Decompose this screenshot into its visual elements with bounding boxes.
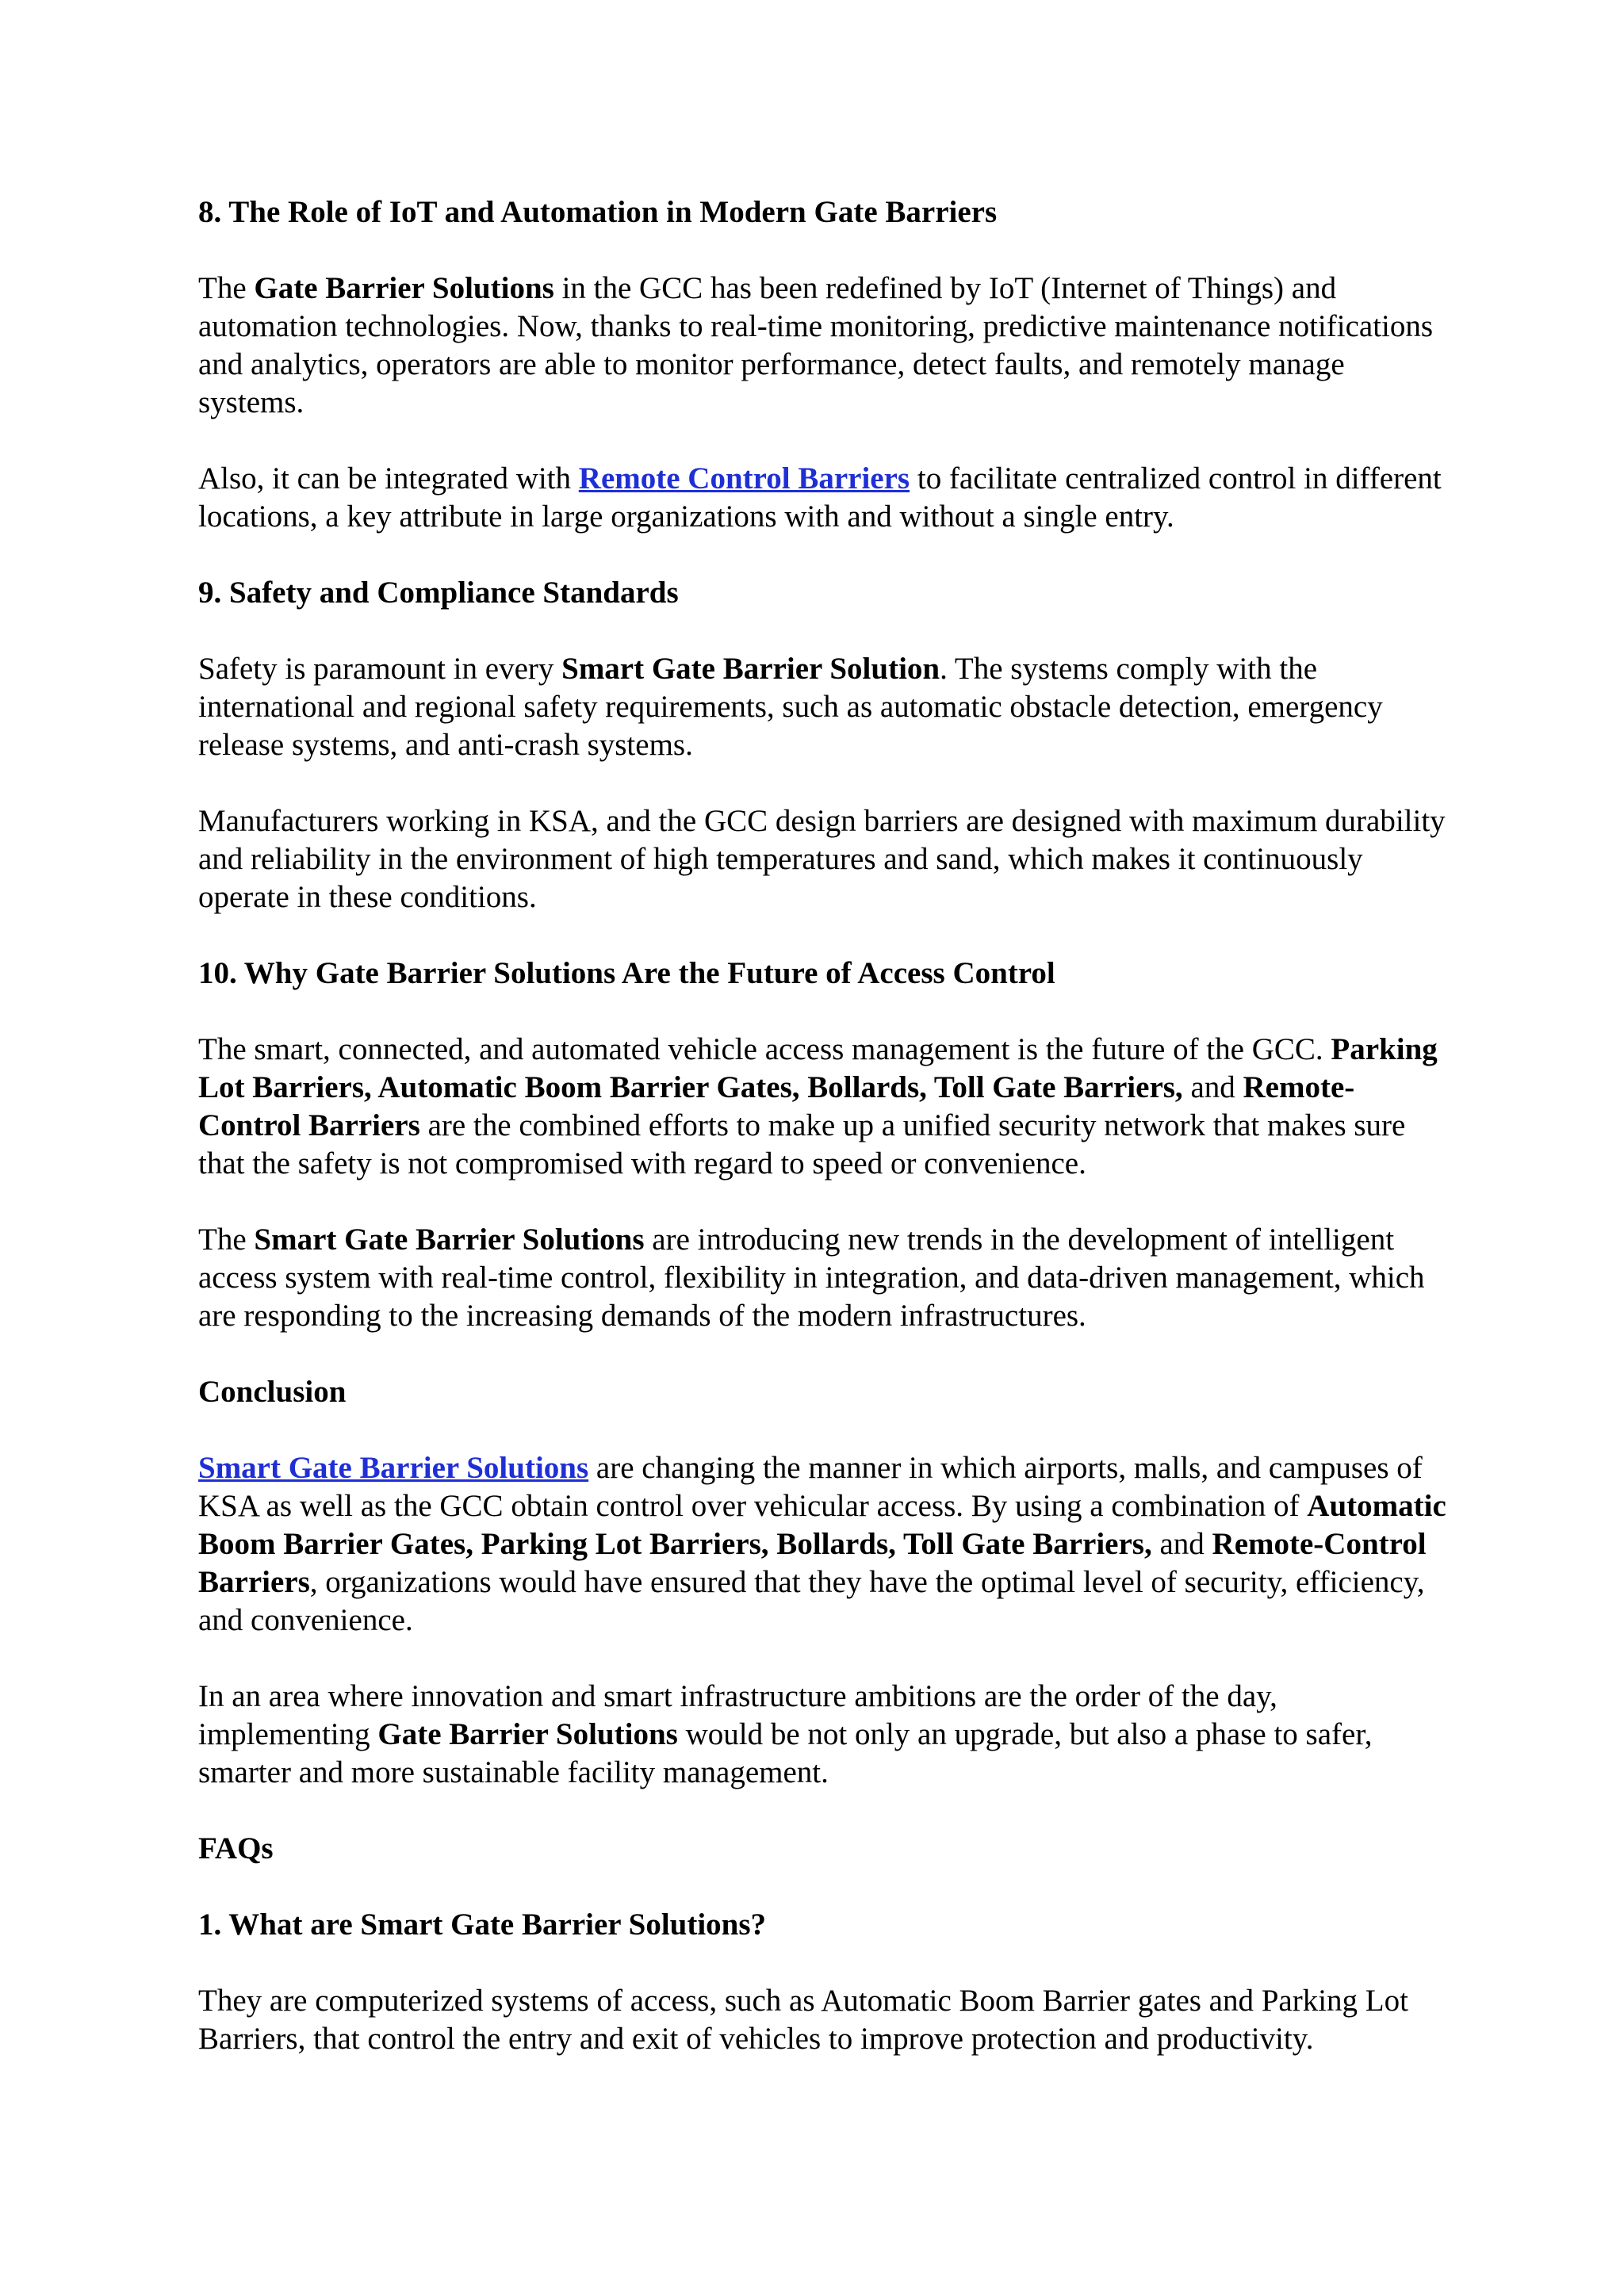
text-run: and [1182, 1070, 1243, 1104]
text-run: in the GCC has been redefined by IoT (Internet of Things) and automation technologies. Now, thanks to real-time monitoring, predictive maintenance notifications and analytics, operators are able to monitor performance, detect faults, and remotely manage systems. [198, 271, 1434, 419]
conclusion-heading: Conclusion [198, 1375, 347, 1409]
bold-term: Automatic Boom Barrier Gates, Parking Lot Barriers, Bollards, Toll Gate Barriers, [198, 1489, 1446, 1561]
text-run: are the combined efforts to make up a unified security network that makes sure that the safety is not compromised with regard to speed or convenience. [198, 1108, 1406, 1181]
section-8-heading: 8. The Role of IoT and Automation in Modern Gate Barriers [198, 195, 998, 229]
bold-term: Gate Barrier Solutions [377, 1717, 678, 1751]
bold-term: Smart Gate Barrier Solution [561, 652, 940, 686]
text-run: . The systems comply with the international and regional safety requirements, such as automatic obstacle detection, emergency release systems, and anti-crash systems. [198, 652, 1383, 762]
text-run: are introducing new trends in the development of intelligent access system with real-time control, flexibility in integration, and data-driven management, which are responding to the increasing demands of the modern infrastructures. [198, 1223, 1425, 1333]
section-10-heading: 10. Why Gate Barrier Solutions Are the Future of Access Control [198, 956, 1055, 990]
smart-gate-barrier-solutions-link[interactable]: Smart Gate Barrier Solutions [198, 1451, 589, 1485]
text-run: and [1151, 1527, 1212, 1561]
faq-question-1: 1. What are Smart Gate Barrier Solutions? [198, 1908, 767, 1942]
faq-answer-1: They are computerized systems of access, such as Automatic Boom Barrier gates and Parking Lot Barriers, that control the entry and exit of vehicles to improve protection and productivity. [198, 1984, 1408, 2056]
section-10-paragraph-2 [198, 1221, 1451, 1335]
section-9-heading: 9. Safety and Compliance Standards [198, 576, 679, 610]
text-run: to facilitate centralized control in different locations, a key attribute in large organizations with and without a single entry. [198, 461, 1442, 534]
section-8-paragraph-1 [198, 270, 1451, 422]
section-10-paragraph-1 [198, 1031, 1451, 1183]
faqs-heading: FAQs [198, 1831, 274, 1866]
text-run: , organizations would have ensured that they have the optimal level of security, efficiency, and convenience. [198, 1565, 1425, 1637]
bold-term: Gate Barrier Solutions [254, 271, 554, 305]
text-run: would be not only an upgrade, but also a phase to safer, smarter and more sustainable facility management. [198, 1717, 1373, 1789]
document-page [198, 193, 1451, 2096]
bold-term: Smart Gate Barrier Solutions [254, 1223, 645, 1257]
text-run: The [198, 271, 255, 305]
text-run: The [198, 1223, 255, 1257]
text-run: are changing the manner in which airports, malls, and campuses of KSA as well as the GCC obtain control over vehicular access. By using a combination of [198, 1451, 1423, 1523]
section-8-paragraph-2 [198, 460, 1451, 536]
bold-term: Remote-Control Barriers [198, 1070, 1355, 1142]
conclusion-paragraph-1 [198, 1449, 1451, 1640]
text-run: The smart, connected, and automated vehicle access management is the future of the GCC. [198, 1032, 1331, 1066]
bold-term: Parking Lot Barriers, Automatic Boom Barrier Gates, Bollards, Toll Gate Barriers, [198, 1032, 1438, 1104]
section-9-paragraph-2: Manufacturers working in KSA, and the GCC design barriers are designed with maximum durability and reliability in the environment of high temperatures and sand, which makes it continuously operate in these conditions. [198, 804, 1446, 914]
conclusion-paragraph-2 [198, 1678, 1451, 1792]
remote-control-barriers-link[interactable]: Remote Control Barriers [578, 461, 910, 496]
text-run: Safety is paramount in every [198, 652, 562, 686]
text-run: Also, it can be integrated with [198, 461, 579, 496]
bold-term: Remote-Control Barriers [198, 1527, 1427, 1599]
section-9-paragraph-1 [198, 650, 1451, 764]
text-run: In an area where innovation and smart infrastructure ambitions are the order of the day, implementing [198, 1679, 1277, 1751]
